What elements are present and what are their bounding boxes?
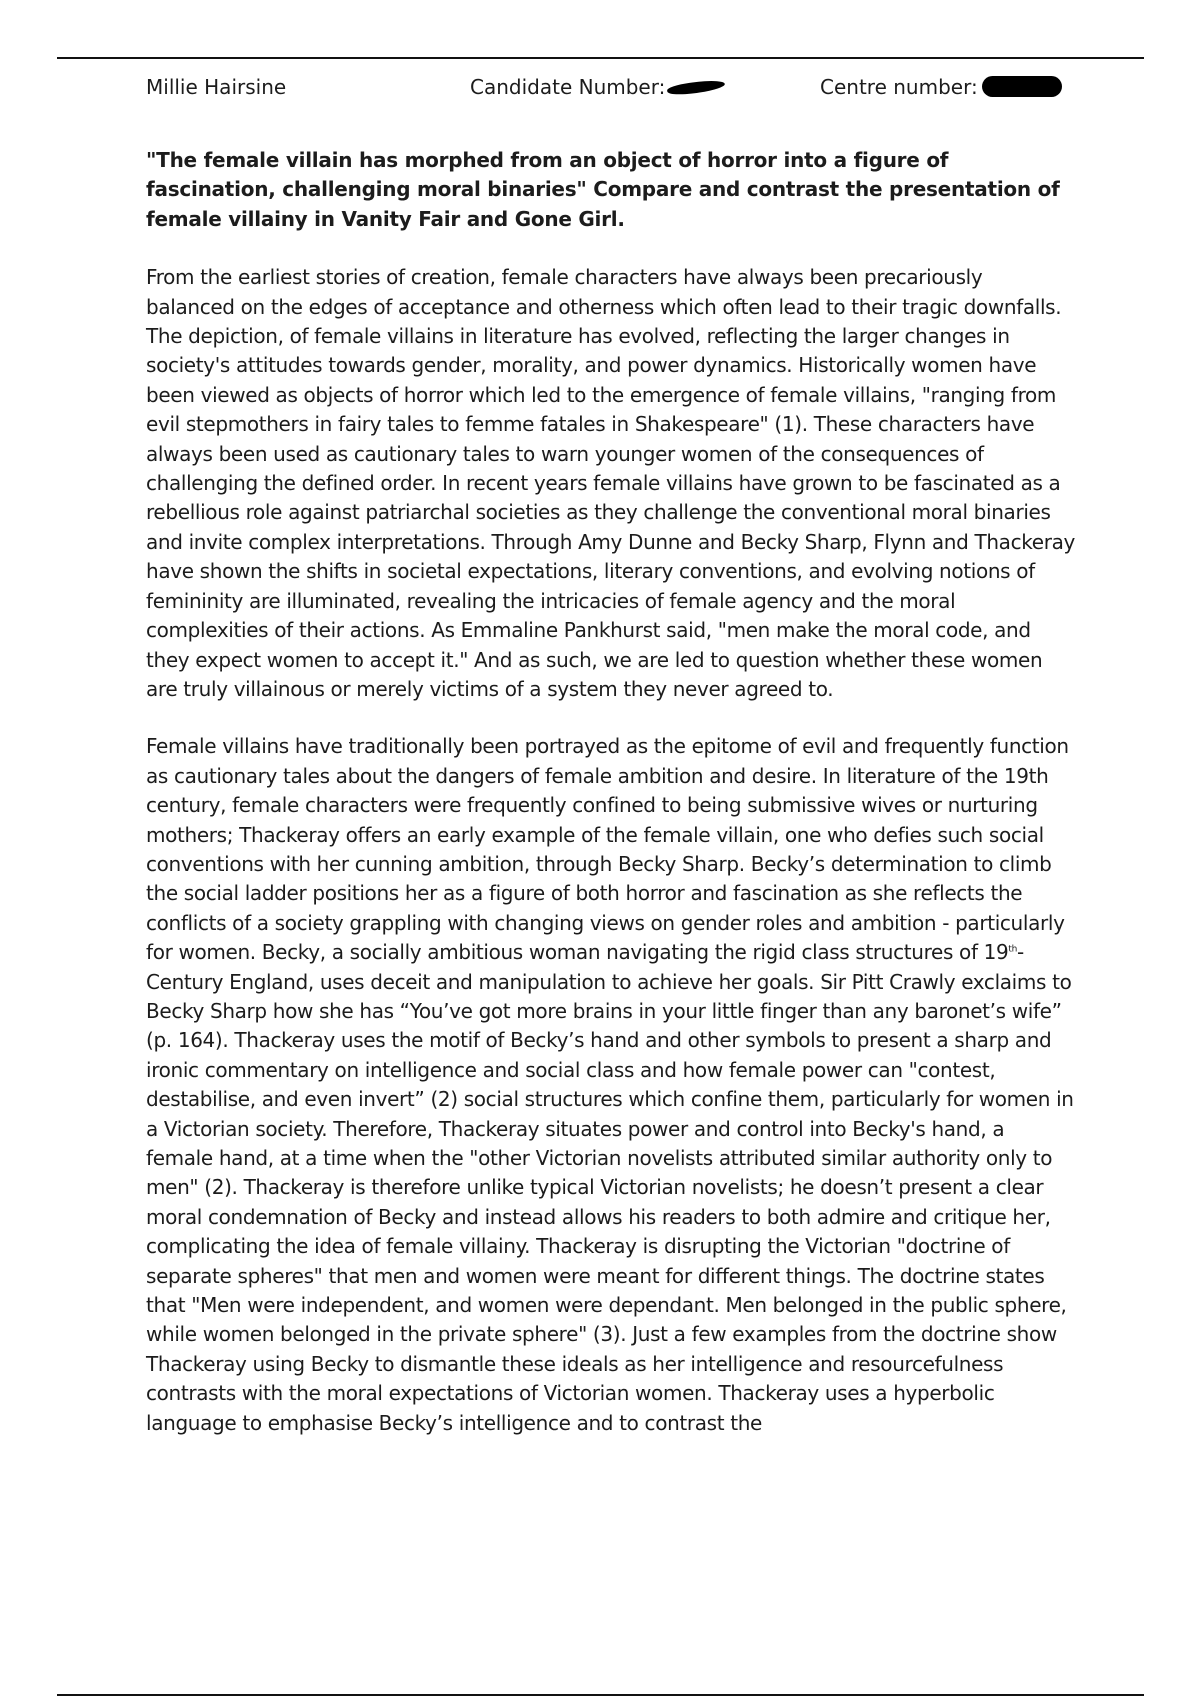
paragraph-2-text-b: -Century England, uses deceit and manipulation to achieve her goals. Sir Pitt Crawly exclaims to Becky Sharp how she has “You’ve got more brains in your little finger than any baronet’s wife” (p. 164). Thackeray uses the motif of Becky’s hand and other symbols to present a sharp and ironic commentary on intelligence and social class and how female power can "contest, destabilise, and even invert” (2) social structures which confine them, particularly for women in a Victorian society. Therefore, Thackeray situates power and control into Becky's hand, a female hand, at a time when the "other Victorian novelists attributed similar authority only to men" (2). Thackeray is therefore unlike typical Victorian novelists; he doesn’t present a clear moral condemnation of Becky and instead allows his readers to both admire and critique her, complicating the idea of female villainy. Thackeray is disrupting the Victorian "doctrine of separate spheres" that men and women were meant for different things. The doctrine states that "Men were independent, and women were dependant. Men belonged in the public sphere, while women belonged in the private sphere" (3). Just a few examples from the doctrine show Thackeray using Becky to dismantle these ideals as her intelligence and resourcefulness contrasts with the moral expectations of Victorian women. Thackeray uses a hyperbolic language to emphasise Becky’s intelligence and to contrast the [146, 940, 1074, 1435]
paragraph-2 [146, 732, 1076, 1438]
candidate-number-label: Candidate Number: [470, 75, 666, 99]
paragraph-2-text-a: Female villains have traditionally been portrayed as the epitome of evil and frequently function as cautionary tales about the dangers of female ambition and desire. In literature of the 19th century, female characters were frequently confined to being submissive wives or nurturing mothers; Thackeray offers an early example of the female villain, one who defies such social conventions with her cunning ambition, through Becky Sharp. Becky’s determination to climb the social ladder positions her as a figure of both horror and fascination as she reflects the conflicts of a society grappling with changing views on gender roles and ambition - particularly for women. Becky, a socially ambitious woman navigating the rigid class structures of 19 [146, 734, 1069, 965]
essay-body [146, 146, 1076, 1438]
top-rule [57, 57, 1144, 59]
candidate-number [470, 73, 725, 101]
candidate-number-redaction [667, 78, 726, 97]
paragraph-1: From the earliest stories of creation, female characters have always been precariously balanced on the edges of acceptance and otherness which often lead to their tragic downfalls. The depiction, of female villains in literature has evolved, reflecting the larger changes in society's attitudes towards gender, morality, and power dynamics. Historically women have been viewed as objects of horror which led to the emergence of female villains, "ranging from evil stepmothers in fairy tales to femme fatales in Shakespeare" (1). These characters have always been used as cautionary tales to warn younger women of the consequences of challenging the defined order. In recent years female villains have grown to be fascinated as a rebellious role against patriarchal societies as they challenge the conventional moral binaries and invite complex interpretations. Through Amy Dunne and Becky Sharp, Flynn and Thackeray have shown the shifts in societal expectations, literary conventions, and evolving notions of femininity are illuminated, revealing the intricacies of female agency and the moral complexities of their actions. As Emmaline Pankhurst said, "men make the moral code, and they expect women to accept it." And as such, we are led to question whether these women are truly villainous or merely victims of a system they never agreed to. [146, 265, 1075, 701]
centre-number-label: Centre number: [820, 75, 978, 99]
centre-number-redaction [982, 76, 1062, 97]
page-header [146, 73, 1076, 101]
essay-title: "The female villain has morphed from an object of horror into a figure of fascination, challenging moral binaries" Compare and contrast the presentation of female villainy in Vanity Fair and Gone Girl. [146, 148, 1060, 231]
ordinal-superscript: th [1008, 944, 1017, 955]
candidate-name: Millie Hairsine [146, 75, 287, 99]
centre-number [820, 73, 1062, 101]
bottom-rule [57, 1694, 1144, 1696]
